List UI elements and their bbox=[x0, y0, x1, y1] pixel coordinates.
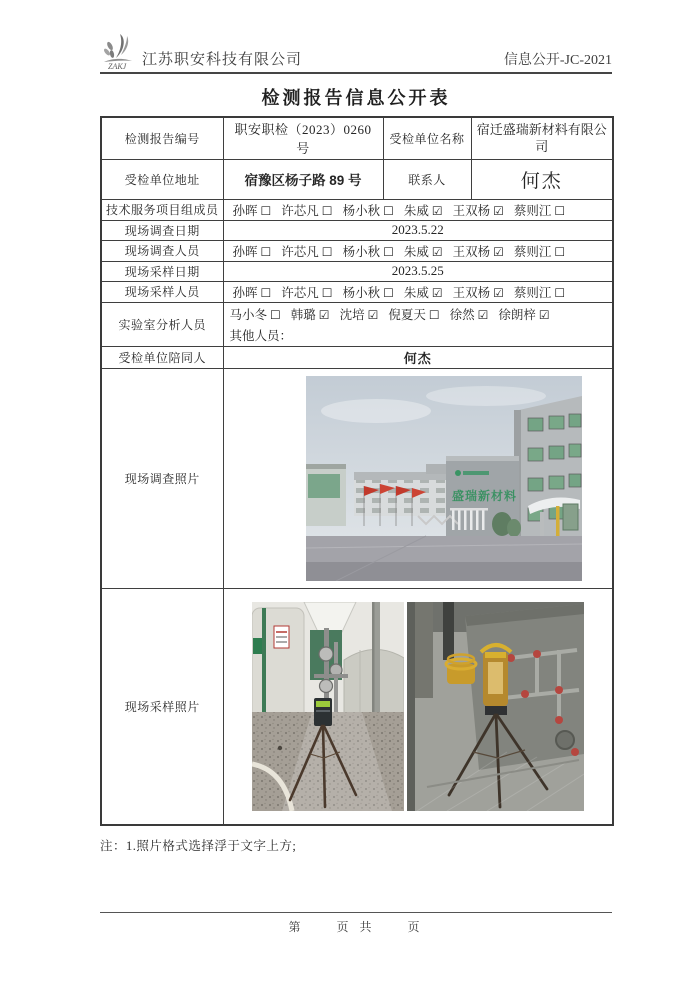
checkbox-icon: ☐ bbox=[383, 285, 394, 300]
page-footer bbox=[100, 912, 612, 935]
tech-team-cell bbox=[223, 199, 613, 220]
member bbox=[404, 283, 443, 301]
member-name: 蔡则江 bbox=[513, 244, 552, 259]
header-company-name: 江苏职安科技有限公司 bbox=[142, 52, 303, 68]
row-tech-team bbox=[101, 199, 613, 220]
member bbox=[404, 242, 443, 260]
survey-photo-cell bbox=[223, 368, 613, 588]
member bbox=[281, 201, 332, 219]
logo-text: ZAKJ bbox=[108, 62, 127, 71]
member bbox=[453, 283, 504, 301]
checkbox-icon: ☐ bbox=[321, 244, 333, 259]
factory-sign-text: 盛瑞新材料 bbox=[452, 488, 518, 503]
member-name: 倪夏天 bbox=[388, 307, 426, 322]
member-name: 蔡则江 bbox=[513, 203, 552, 218]
member bbox=[388, 305, 439, 323]
member-name: 沈培 bbox=[339, 307, 365, 322]
survey-team-label: 现场调查人员 bbox=[101, 240, 223, 261]
member-name: 徐然 bbox=[449, 307, 475, 322]
checkbox-checked-icon: ☑ bbox=[431, 203, 443, 218]
row-sampling-team bbox=[101, 281, 613, 302]
sampling-team-label: 现场采样人员 bbox=[101, 281, 223, 302]
member bbox=[498, 305, 549, 323]
indoor-sampling-tripod-photo bbox=[252, 602, 404, 811]
sampling-photo-cell bbox=[223, 588, 613, 825]
survey-photo-label: 现场调查照片 bbox=[101, 368, 223, 588]
accompany-label: 受检单位陪同人 bbox=[101, 346, 223, 368]
factory-entrance-photo bbox=[306, 376, 582, 581]
member bbox=[514, 283, 565, 301]
row-survey-team bbox=[101, 240, 613, 261]
member-name: 蔡则江 bbox=[513, 285, 552, 300]
row-lab-team bbox=[101, 302, 613, 346]
member-name: 杨小秋 bbox=[342, 203, 381, 218]
accompany-value: 何杰 bbox=[223, 346, 613, 368]
lab-other-label: 其他人员： bbox=[229, 328, 293, 343]
member-name: 王双杨 bbox=[452, 203, 491, 218]
checkbox-checked-icon: ☑ bbox=[477, 307, 489, 322]
report-no-label: 检测报告编号 bbox=[101, 117, 223, 159]
page-header bbox=[100, 26, 612, 74]
member-name: 朱威 bbox=[403, 285, 429, 300]
member bbox=[233, 283, 272, 301]
header-left bbox=[100, 32, 504, 72]
checkbox-checked-icon: ☑ bbox=[493, 244, 504, 259]
member bbox=[340, 305, 379, 323]
member bbox=[404, 201, 443, 219]
contact-value: 何杰 bbox=[471, 159, 613, 199]
member bbox=[514, 201, 565, 219]
row-survey-photo bbox=[101, 368, 613, 588]
contact-label: 联系人 bbox=[383, 159, 471, 199]
tech-team-members bbox=[227, 201, 610, 219]
checkbox-icon: ☐ bbox=[270, 307, 281, 322]
member-name: 王双杨 bbox=[452, 285, 491, 300]
member-name: 韩璐 bbox=[290, 307, 316, 322]
checkbox-icon: ☐ bbox=[383, 203, 394, 218]
report-no-value: 职安职检（2023）0260 号 bbox=[223, 117, 383, 159]
checkbox-checked-icon: ☑ bbox=[318, 307, 330, 322]
sampling-photo-label: 现场采样照片 bbox=[101, 588, 223, 825]
member bbox=[343, 242, 394, 260]
member-name: 徐朗梓 bbox=[498, 307, 536, 322]
checkbox-checked-icon: ☑ bbox=[538, 307, 550, 322]
member bbox=[291, 305, 330, 323]
checkbox-icon: ☐ bbox=[554, 285, 566, 300]
checkbox-checked-icon: ☑ bbox=[367, 307, 379, 322]
checkbox-icon: ☐ bbox=[260, 203, 272, 218]
checkbox-checked-icon: ☑ bbox=[493, 285, 504, 300]
company-label: 受检单位名称 bbox=[383, 117, 471, 159]
member-name: 杨小秋 bbox=[342, 285, 381, 300]
survey-date-value: 2023.5.22 bbox=[223, 220, 613, 240]
member-name: 孙晖 bbox=[232, 285, 258, 300]
member-name: 孙晖 bbox=[232, 244, 258, 259]
main-table-wrap bbox=[100, 116, 612, 826]
member bbox=[281, 242, 332, 260]
row-address bbox=[101, 159, 613, 199]
page-title: 检测报告信息公开表 bbox=[261, 88, 451, 108]
member bbox=[343, 201, 394, 219]
footnote: 注：1.照片格式选择浮于文字上方; bbox=[100, 839, 297, 853]
disclosure-table bbox=[100, 116, 614, 826]
lab-team-members bbox=[230, 305, 613, 323]
address-label: 受检单位地址 bbox=[101, 159, 223, 199]
checkbox-icon: ☐ bbox=[321, 285, 333, 300]
survey-date-label: 现场调查日期 bbox=[101, 220, 223, 240]
lab-team-cell bbox=[223, 302, 613, 346]
sampling-photo-box bbox=[227, 602, 610, 811]
company-logo-icon bbox=[100, 32, 138, 72]
member bbox=[230, 305, 281, 323]
tech-team-label: 技术服务项目组成员 bbox=[101, 199, 223, 220]
header-doc-code: 信息公开-JC-2021 bbox=[503, 53, 612, 68]
checkbox-checked-icon: ☑ bbox=[431, 285, 443, 300]
member bbox=[281, 283, 332, 301]
member-name: 孙晖 bbox=[232, 203, 258, 218]
sampling-date-label: 现场采样日期 bbox=[101, 261, 223, 281]
member-name: 朱威 bbox=[403, 244, 429, 259]
checkbox-icon: ☐ bbox=[428, 307, 440, 322]
page-number-text: 第 页 共 页 bbox=[288, 920, 424, 934]
row-survey-date bbox=[101, 220, 613, 240]
member bbox=[233, 242, 272, 260]
member bbox=[453, 201, 504, 219]
checkbox-icon: ☐ bbox=[383, 244, 394, 259]
company-value: 宿迁盛瑞新材料有限公司 bbox=[471, 117, 613, 159]
member-name: 王双杨 bbox=[452, 244, 491, 259]
member-name: 马小冬 bbox=[229, 307, 268, 322]
survey-photo-box bbox=[227, 376, 610, 581]
member-name: 朱威 bbox=[403, 203, 429, 218]
member bbox=[450, 305, 489, 323]
checkbox-icon: ☐ bbox=[260, 285, 272, 300]
member bbox=[233, 201, 272, 219]
member-name: 许芯凡 bbox=[281, 285, 319, 300]
member bbox=[514, 242, 565, 260]
row-sampling-photo bbox=[101, 588, 613, 825]
lab-team-label: 实验室分析人员 bbox=[101, 302, 223, 346]
survey-team-members bbox=[227, 242, 610, 260]
checkbox-icon: ☐ bbox=[554, 203, 566, 218]
sampling-team-cell bbox=[223, 281, 613, 302]
member bbox=[343, 283, 394, 301]
checkbox-checked-icon: ☑ bbox=[431, 244, 443, 259]
member bbox=[453, 242, 504, 260]
row-report-no bbox=[101, 117, 613, 159]
outdoor-sampling-tripod-photo bbox=[407, 602, 584, 811]
member-name: 许芯凡 bbox=[281, 244, 319, 259]
survey-team-cell bbox=[223, 240, 613, 261]
row-sampling-date bbox=[101, 261, 613, 281]
sampling-date-value: 2023.5.25 bbox=[223, 261, 613, 281]
sampling-team-members bbox=[227, 283, 610, 301]
checkbox-icon: ☐ bbox=[554, 244, 566, 259]
row-accompany bbox=[101, 346, 613, 368]
member-name: 杨小秋 bbox=[342, 244, 381, 259]
address-value: 宿豫区杨子路 89 号 bbox=[223, 159, 383, 199]
member-name: 许芯凡 bbox=[281, 203, 319, 218]
checkbox-icon: ☐ bbox=[321, 203, 333, 218]
checkbox-icon: ☐ bbox=[260, 244, 272, 259]
checkbox-checked-icon: ☑ bbox=[493, 203, 504, 218]
